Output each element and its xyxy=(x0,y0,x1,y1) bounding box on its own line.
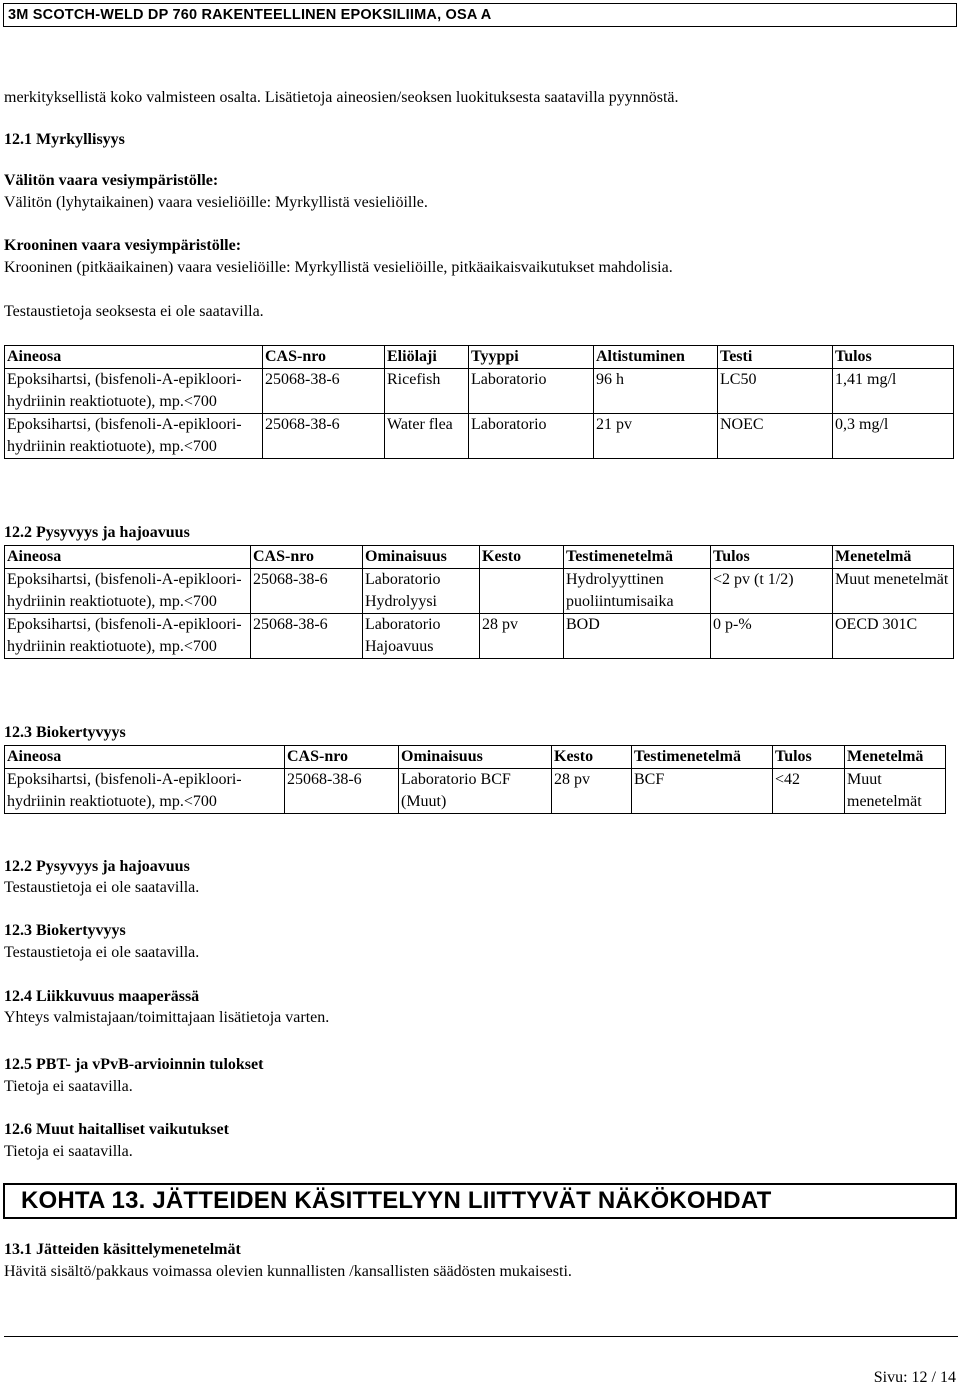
heading-acute-hazard: Välitön vaara vesiympäristölle: xyxy=(4,172,219,189)
pbt-text: Tietoja ei saatavilla. xyxy=(4,1078,133,1095)
heading-bioaccumulation: 12.3 Biokertyvyys xyxy=(4,724,126,741)
table-cell: Laboratorio xyxy=(469,414,594,459)
header-cell: Altistuminen xyxy=(594,346,718,369)
section-13-banner: KOHTA 13. JÄTTEIDEN KÄSITTELYYN LIITTYVÄT NÄKÖKOHDAT xyxy=(3,1183,957,1219)
footer-divider xyxy=(4,1336,958,1337)
table-cell: 28 pv xyxy=(552,769,632,814)
header-cell: Testimenetelmä xyxy=(632,746,773,769)
acute-hazard-text: Välitön (lyhytaikainen) vaara vesieliöille: Myrkyllistä vesieliöille. xyxy=(4,194,428,211)
table-cell: <42 xyxy=(773,769,845,814)
table-header-row xyxy=(5,546,954,569)
heading-waste-methods: 13.1 Jätteiden käsittelymenetelmät xyxy=(4,1241,241,1258)
header-cell: Kesto xyxy=(480,546,564,569)
table-cell: Laboratorio Hydrolyysi xyxy=(363,569,480,614)
toxicity-table xyxy=(4,345,954,459)
header-cell: Aineosa xyxy=(5,346,263,369)
header-cell: Aineosa xyxy=(5,546,251,569)
header-cell: Eliölaji xyxy=(385,346,469,369)
table-cell: 25068-38-6 xyxy=(251,614,363,659)
table-cell: Laboratorio BCF (Muut) xyxy=(399,769,552,814)
table-cell: Laboratorio xyxy=(469,369,594,414)
table-cell: Muut menetelmät xyxy=(833,569,954,614)
header-cell: CAS-nro xyxy=(285,746,399,769)
table-row xyxy=(5,569,954,614)
header-cell: Menetelmä xyxy=(833,546,954,569)
heading-mobility: 12.4 Liikkuvuus maaperässä xyxy=(4,988,200,1005)
header-cell: Menetelmä xyxy=(845,746,946,769)
table-cell: LC50 xyxy=(718,369,833,414)
table-cell: Hydrolyyttinen puoliintumisaika xyxy=(564,569,711,614)
bioaccumulation-table xyxy=(4,745,946,814)
heading-toxicity: 12.1 Myrkyllisyys xyxy=(4,131,125,148)
table-cell: 0,3 mg/l xyxy=(833,414,954,459)
other-effects-text: Tietoja ei saatavilla. xyxy=(4,1143,133,1160)
table-cell: 25068-38-6 xyxy=(251,569,363,614)
heading-chronic-hazard: Krooninen vaara vesiympäristölle: xyxy=(4,237,242,254)
waste-methods-text: Hävitä sisältö/pakkaus voimassa olevien kunnallisten /kansallisten säädösten mukaisesti. xyxy=(4,1263,572,1280)
table-cell: NOEC xyxy=(718,414,833,459)
heading-pbt: 12.5 PBT- ja vPvB-arvioinnin tulokset xyxy=(4,1056,264,1073)
page-number: Sivu: 12 / 14 xyxy=(873,1369,956,1386)
table-cell: BOD xyxy=(564,614,711,659)
heading-other-effects: 12.6 Muut haitalliset vaikutukset xyxy=(4,1121,229,1138)
table-cell: Muut menetelmät xyxy=(845,769,946,814)
persistence-note: Testaustietoja ei ole saatavilla. xyxy=(4,879,200,896)
table-row xyxy=(5,369,954,414)
table-row xyxy=(5,769,946,814)
table-cell: 0 p-% xyxy=(711,614,833,659)
heading-persistence: 12.2 Pysyvyys ja hajoavuus xyxy=(4,524,190,541)
table-header-row xyxy=(5,746,946,769)
persistence-table xyxy=(4,545,954,659)
header-cell: Kesto xyxy=(552,746,632,769)
header-cell: Tulos xyxy=(773,746,845,769)
table-cell: Epoksihartsi, (bisfenoli-A-epikloori- hydriinin reaktiotuote), mp.<700 xyxy=(5,569,251,614)
intro-paragraph: merkityksellistä koko valmisteen osalta. Lisätietoja aineosien/seoksen luokituksesta saatavilla pyynnöstä. xyxy=(4,89,679,106)
table-cell: BCF xyxy=(632,769,773,814)
header-cell: Tulos xyxy=(711,546,833,569)
table-cell: 25068-38-6 xyxy=(285,769,399,814)
table-cell: 1,41 mg/l xyxy=(833,369,954,414)
header-cell: Aineosa xyxy=(5,746,285,769)
table-row xyxy=(5,414,954,459)
header-cell: CAS-nro xyxy=(251,546,363,569)
document-header: 3M SCOTCH-WELD DP 760 RAKENTEELLINEN EPOKSILIIMA, OSA A xyxy=(3,3,957,27)
table-cell: Epoksihartsi, (bisfenoli-A-epikloori- hydriinin reaktiotuote), mp.<700 xyxy=(5,414,263,459)
mobility-text: Yhteys valmistajaan/toimittajaan lisätietoja varten. xyxy=(4,1009,330,1026)
header-cell: Ominaisuus xyxy=(399,746,552,769)
table-cell: Epoksihartsi, (bisfenoli-A-epikloori- hydriinin reaktiotuote), mp.<700 xyxy=(5,769,285,814)
table-cell: Ricefish xyxy=(385,369,469,414)
table-cell: 25068-38-6 xyxy=(263,369,385,414)
table-row xyxy=(5,614,954,659)
table-cell: Epoksihartsi, (bisfenoli-A-epikloori- hydriinin reaktiotuote), mp.<700 xyxy=(5,369,263,414)
bioaccumulation-note: Testaustietoja ei ole saatavilla. xyxy=(4,944,200,961)
table-cell: <2 pv (t 1/2) xyxy=(711,569,833,614)
table-cell: 21 pv xyxy=(594,414,718,459)
header-cell: Tulos xyxy=(833,346,954,369)
header-cell: Tyyppi xyxy=(469,346,594,369)
table-cell: 28 pv xyxy=(480,614,564,659)
header-cell: Testimenetelmä xyxy=(564,546,711,569)
chronic-hazard-text: Krooninen (pitkäaikainen) vaara vesieliöille: Myrkyllistä vesieliöille, pitkäaikaisvaikutukset mahdolisia. xyxy=(4,259,673,276)
heading-bioaccumulation-2: 12.3 Biokertyvyys xyxy=(4,922,126,939)
header-cell: CAS-nro xyxy=(263,346,385,369)
test-data-note: Testaustietoja seoksesta ei ole saatavilla. xyxy=(4,303,264,320)
table-cell xyxy=(480,569,564,614)
table-header-row xyxy=(5,346,954,369)
table-cell: 96 h xyxy=(594,369,718,414)
heading-persistence-2: 12.2 Pysyvyys ja hajoavuus xyxy=(4,858,190,875)
header-cell: Testi xyxy=(718,346,833,369)
table-cell: Epoksihartsi, (bisfenoli-A-epikloori- hydriinin reaktiotuote), mp.<700 xyxy=(5,614,251,659)
table-cell: Water flea xyxy=(385,414,469,459)
table-cell: Laboratorio Hajoavuus xyxy=(363,614,480,659)
header-cell: Ominaisuus xyxy=(363,546,480,569)
table-cell: 25068-38-6 xyxy=(263,414,385,459)
table-cell: OECD 301C xyxy=(833,614,954,659)
